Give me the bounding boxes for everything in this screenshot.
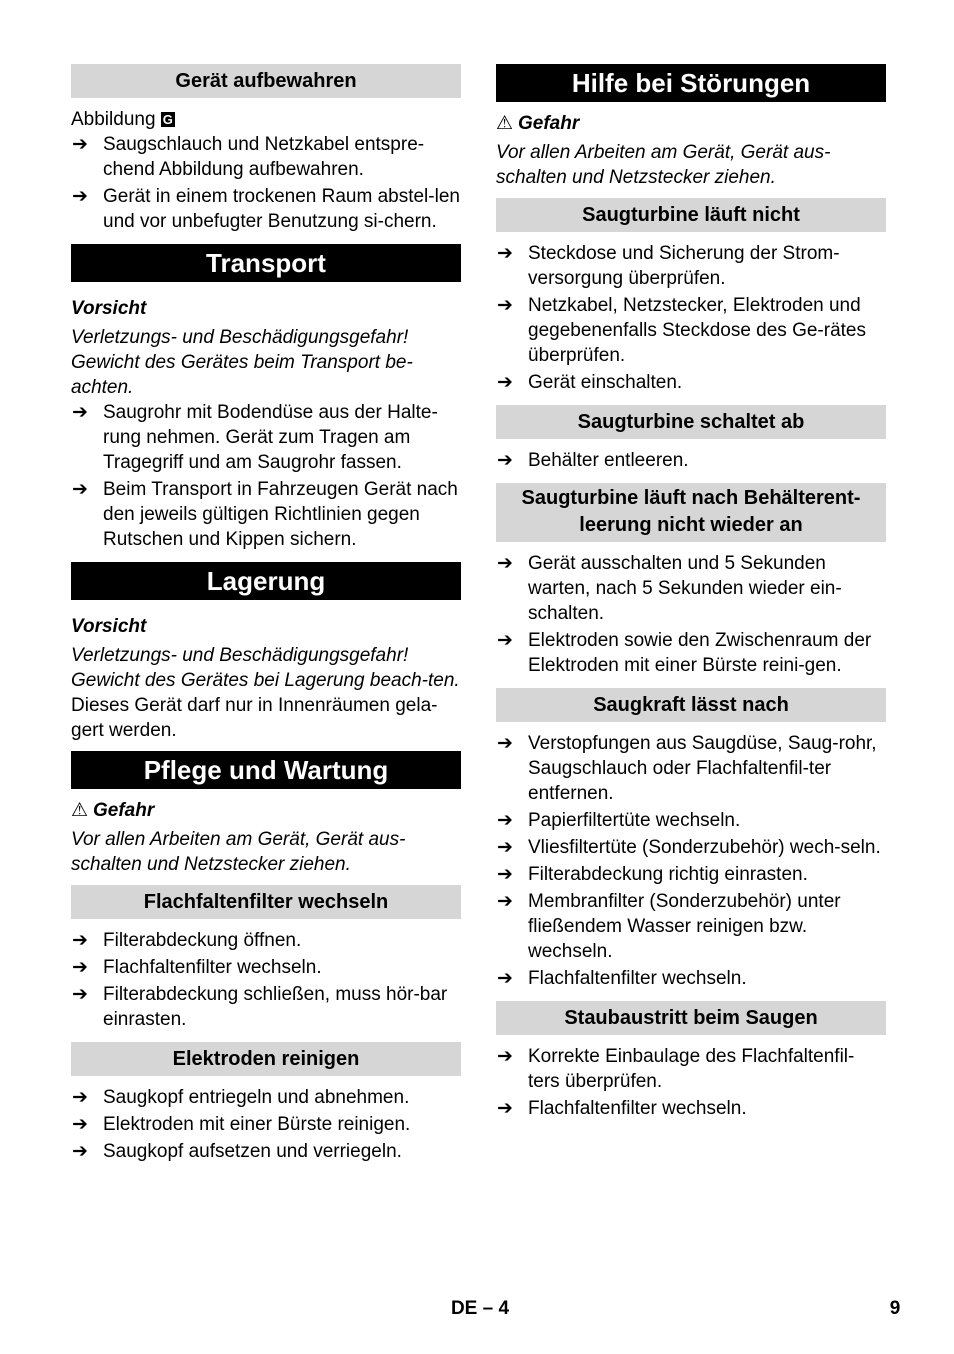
heading-pflege-wartung: Pflege und Wartung xyxy=(71,751,461,789)
laeuft-nicht-steps xyxy=(496,241,886,395)
list-item: ➔ Flachfaltenfilter wechseln. xyxy=(71,955,461,980)
heading-nach-entleerung xyxy=(496,483,886,542)
list-item: ➔ Elektroden sowie den Zwischenraum der Elektroden mit einer Bürste reini-gen. xyxy=(496,628,886,678)
list-item: ➔ Flachfaltenfilter wechseln. xyxy=(496,966,886,991)
list-item: ➔ Vliesfiltertüte (Sonderzubehör) wech-seln. xyxy=(496,835,886,860)
transport-steps xyxy=(71,400,461,552)
warning-pflege xyxy=(71,798,461,823)
heading-line-1: Saugturbine läuft nach Behälterent- xyxy=(521,487,861,509)
warning-label-transport: Vorsicht xyxy=(71,298,147,319)
page-label: DE – 4 xyxy=(450,1298,510,1319)
abbildung-text: Abbildung xyxy=(71,109,156,130)
heading-transport: Transport xyxy=(71,244,461,282)
figure-ref-badge: G xyxy=(162,112,173,127)
list-item: ➔ Verstopfungen aus Saugdüse, Saug-rohr, Saugschlauch oder Flachfaltenfil-ter entfernen. xyxy=(496,731,886,806)
warning-triangle-icon: ⚠ xyxy=(71,800,89,821)
heading-schaltet-ab: Saugturbine schaltet ab xyxy=(496,405,886,439)
list-item: ➔ Saugkopf entriegeln und abnehmen. xyxy=(71,1085,461,1110)
list-item: ➔ Steckdose und Sicherung der Strom-versorgung überprüfen. xyxy=(496,241,886,291)
right-column xyxy=(496,64,886,1123)
list-item: ➔ Saugkopf aufsetzen und verriegeln. xyxy=(71,1139,461,1164)
warning-triangle-icon: ⚠ xyxy=(496,113,514,134)
warning-label-pflege: Gefahr xyxy=(93,800,155,821)
warning-text-hilfe: Vor allen Arbeiten am Gerät, Gerät aus-schalten und Netzstecker ziehen. xyxy=(496,142,831,188)
heading-staubaustritt: Staubaustritt beim Saugen xyxy=(496,1001,886,1035)
left-column xyxy=(71,64,461,1166)
list-item: ➔ Membranfilter (Sonderzubehör) unter fließendem Wasser reinigen bzw. wechseln. xyxy=(496,889,886,964)
heading-line-2: leerung nicht wieder an xyxy=(579,514,803,536)
heading-hilfe-stoerungen: Hilfe bei Störungen xyxy=(496,64,886,102)
list-item: ➔ Gerät in einem trockenen Raum abstel-len und vor unbefugter Benutzung si-chern. xyxy=(71,184,461,234)
warning-text-lagerung: Verletzungs- und Beschädigungsgefahr! Gewicht des Gerätes bei Lagerung beach-ten. xyxy=(71,645,460,691)
heading-lagerung: Lagerung xyxy=(71,562,461,600)
warning-text-transport: Verletzungs- und Beschädigungsgefahr! Gewicht des Gerätes beim Transport be-achten. xyxy=(71,327,413,398)
heading-saugkraft: Saugkraft lässt nach xyxy=(496,688,886,722)
warning-label-hilfe: Gefahr xyxy=(518,113,580,134)
list-item: ➔ Filterabdeckung richtig einrasten. xyxy=(496,862,886,887)
nach-entleerung-steps xyxy=(496,551,886,678)
abbildung-line xyxy=(71,107,461,132)
lagerung-note: Dieses Gerät darf nur in Innenräumen gela-gert werden. xyxy=(71,695,438,741)
list-item: ➔ Filterabdeckung öffnen. xyxy=(71,928,461,953)
heading-flachfaltenfilter: Flachfaltenfilter wechseln xyxy=(71,885,461,919)
list-item: ➔ Saugrohr mit Bodendüse aus der Halte-rung nehmen. Gerät zum Tragen am Tragegriff und am Saugrohr fassen. xyxy=(71,400,461,475)
list-item: ➔ Saugschlauch und Netzkabel entspre-chend Abbildung aufbewahren. xyxy=(71,132,461,182)
list-item: ➔ Papierfiltertüte wechseln. xyxy=(496,808,886,833)
list-item: ➔ Netzkabel, Netzstecker, Elektroden und gegebenenfalls Steckdose des Ge-rätes überprüfen. xyxy=(496,293,886,368)
heading-laeuft-nicht: Saugturbine läuft nicht xyxy=(496,198,886,232)
flachfalten-steps xyxy=(71,928,461,1032)
warning-label-lagerung: Vorsicht xyxy=(71,616,147,637)
list-item: ➔ Gerät einschalten. xyxy=(496,370,886,395)
saugkraft-steps xyxy=(496,731,886,991)
heading-geraet-aufbewahren: Gerät aufbewahren xyxy=(71,64,461,98)
list-item: ➔ Elektroden mit einer Bürste reinigen. xyxy=(71,1112,461,1137)
schaltet-ab-steps xyxy=(496,448,886,473)
aufbewahren-steps xyxy=(71,132,461,234)
list-item: ➔ Behälter entleeren. xyxy=(496,448,886,473)
list-item: ➔ Beim Transport in Fahrzeugen Gerät nach den jeweils gültigen Richtlinien gegen Rutschen und Kippen sichern. xyxy=(71,477,461,552)
heading-elektroden-reinigen: Elektroden reinigen xyxy=(71,1042,461,1076)
list-item: ➔ Filterabdeckung schließen, muss hör-bar einrasten. xyxy=(71,982,461,1032)
page-number: 9 xyxy=(889,1298,901,1319)
list-item: ➔ Korrekte Einbaulage des Flachfaltenfil-ters überprüfen. xyxy=(496,1044,886,1094)
warning-text-pflege: Vor allen Arbeiten am Gerät, Gerät aus-schalten und Netzstecker ziehen. xyxy=(71,829,406,875)
list-item: ➔ Gerät ausschalten und 5 Sekunden warten, nach 5 Sekunden wieder ein-schalten. xyxy=(496,551,886,626)
elektroden-steps xyxy=(71,1085,461,1164)
staubaustritt-steps xyxy=(496,1044,886,1121)
warning-hilfe xyxy=(496,111,886,136)
list-item: ➔ Flachfaltenfilter wechseln. xyxy=(496,1096,886,1121)
